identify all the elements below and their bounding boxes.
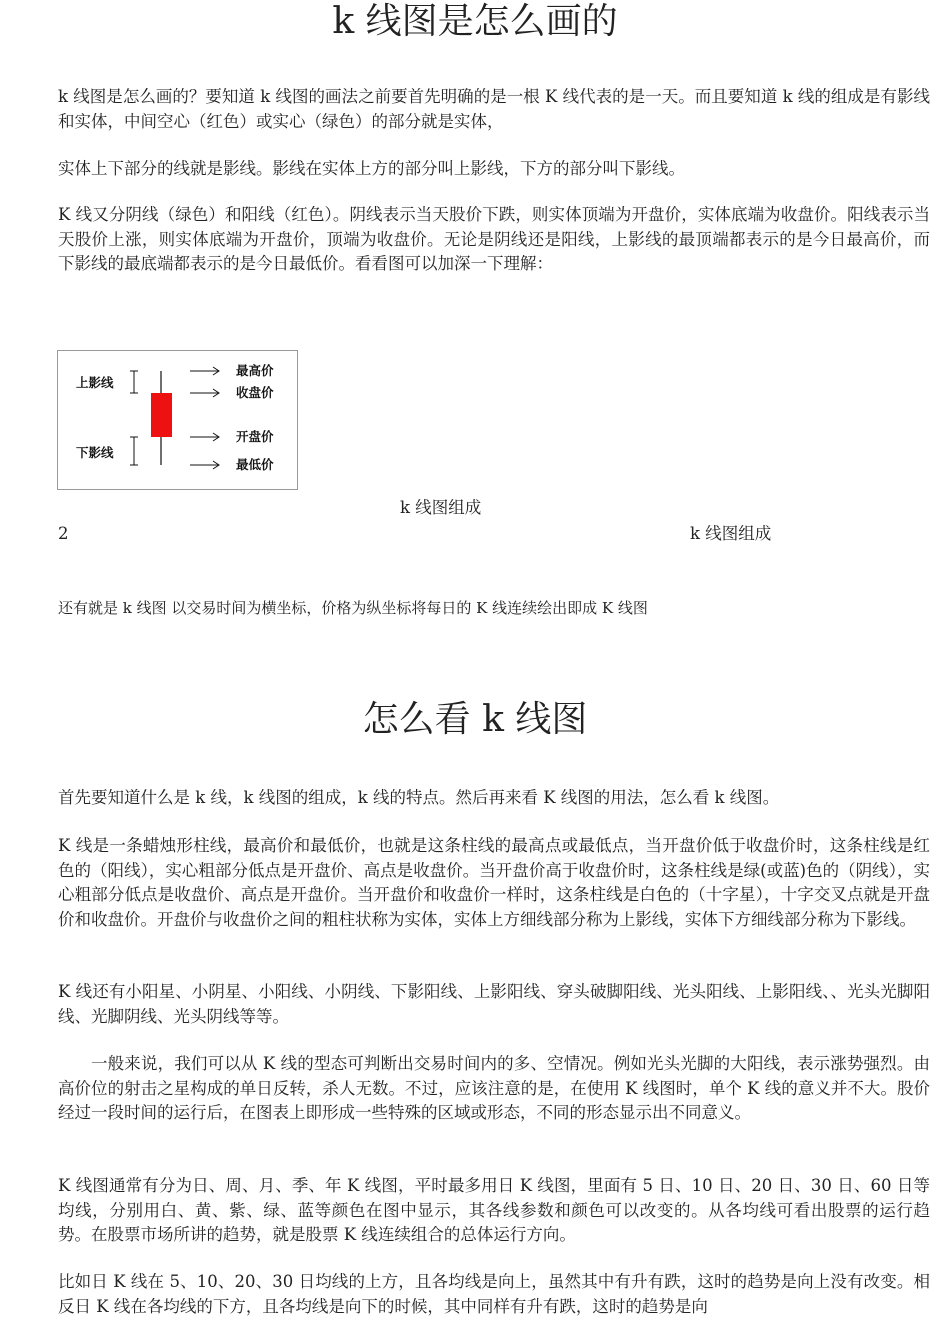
open-price-label: 开盘价 <box>236 429 274 444</box>
kline-diagram-svg <box>58 351 297 489</box>
paragraph: K 线是一条蜡烛形柱线，最高价和最低价，也就是这条柱线的最高点或最低点，当开盘价低于收盘价时，这条柱线是红色的（阳线），实心粗部分低点是开盘价、高点是收盘价。当开盘价高于收盘价时，这条柱线是绿(或蓝)色的（阴线），实心粗部分低点是收盘价、高点是开盘价。当开盘价和收盘价一样时，这条柱线是白色的（十字星），十字交叉点就是开盘价和收盘价。开盘价与收盘价之间的粗柱状称为实体，实体上方细线部分称为上影线，实体下方细线部分称为下影线。 <box>58 836 930 929</box>
paragraph: 实体上下部分的线就是影线。影线在实体上方的部分叫上影线，下方的部分叫下影线。 <box>58 159 685 178</box>
paragraph: 还有就是 k 线图 以交易时间为横坐标，价格为纵坐标将每日的 K 线连续绘出即成 K 线图 <box>58 599 648 617</box>
paragraph: K 线图通常有分为日、周、月、季、年 K 线图，平时最多用日 K 线图，里面有 5 日、10 日、20 日、30 日、60 日等均线，分别用白、黄、紫、绿、蓝等颜色在图中显示，其各线参数和颜色可以改变的。从各均线可看出股票的运行趋势。在股票市场所讲的趋势，就是股票 K 线连续组合的总体运行方向。 <box>58 1176 930 1244</box>
candle-body <box>151 393 172 437</box>
figure-caption-right: k 线图组成 <box>690 524 772 543</box>
figure-number: 2 <box>58 524 69 543</box>
lower-shadow-label: 下影线 <box>76 445 114 460</box>
paragraph: K 线又分阴线（绿色）和阳线（红色）。阴线表示当天股价下跌，则实体顶端为开盘价，实体底端为收盘价。阳线表示当天股价上涨，则实体底端为开盘价，顶端为收盘价。无论是阴线还是阳线，上影线的最顶端都表示的是今日最高价，而下影线的最底端都表示的是今日最低价。看看图可以加深一下理解： <box>58 205 930 273</box>
paragraph: 比如日 K 线在 5、10、20、30 日均线的上方，且各均线是向上，虽然其中有升有跌，这时的趋势是向上没有改变。相反日 K 线在各均线的下方，且各均线是向下的时候，其中同样有升有跌，这时的趋势是向 <box>58 1272 930 1316</box>
upper-shadow-label: 上影线 <box>76 375 114 390</box>
paragraph: K 线还有小阳星、小阴星、小阳线、小阴线、下影阳线、上影阳线、穿头破脚阳线、光头阳线、上影阳线、、光头光脚阳线、光脚阴线、光头阴线等等。 <box>58 982 930 1026</box>
high-price-label: 最高价 <box>236 363 274 378</box>
paragraph: k 线图是怎么画的？要知道 k 线图的画法之前要首先明确的是一根 K 线代表的是一天。而且要知道 k 线的组成是有影线和实体，中间空心（红色）或实心（绿色）的部分就是实体， <box>58 87 930 131</box>
figure-caption: k 线图组成 <box>400 498 482 517</box>
section-title-how-to-draw: k 线图是怎么画的 <box>332 1 618 42</box>
section-title-how-to-read: 怎么看 k 线图 <box>362 699 588 740</box>
low-price-label: 最低价 <box>236 457 274 472</box>
close-price-label: 收盘价 <box>236 385 274 400</box>
kline-diagram <box>57 350 298 490</box>
paragraph: 首先要知道什么是 k 线，k 线图的组成，k 线的特点。然后再来看 K 线图的用法，怎么看 k 线图。 <box>58 788 780 807</box>
arrow-icons <box>190 367 219 469</box>
paragraph: 一般来说，我们可以从 K 线的型态可判断出交易时间内的多、空情况。例如光头光脚的大阳线，表示涨势强烈。由高价位的射击之星构成的单日反转，杀人无数。不过，应该注意的是，在使用 K 线图时，单个 K 线的意义并不大。股价经过一段时间的运行后，在图表上即形成一些特殊的区域或形态，不同的形态显示出不同意义。 <box>58 1054 930 1122</box>
